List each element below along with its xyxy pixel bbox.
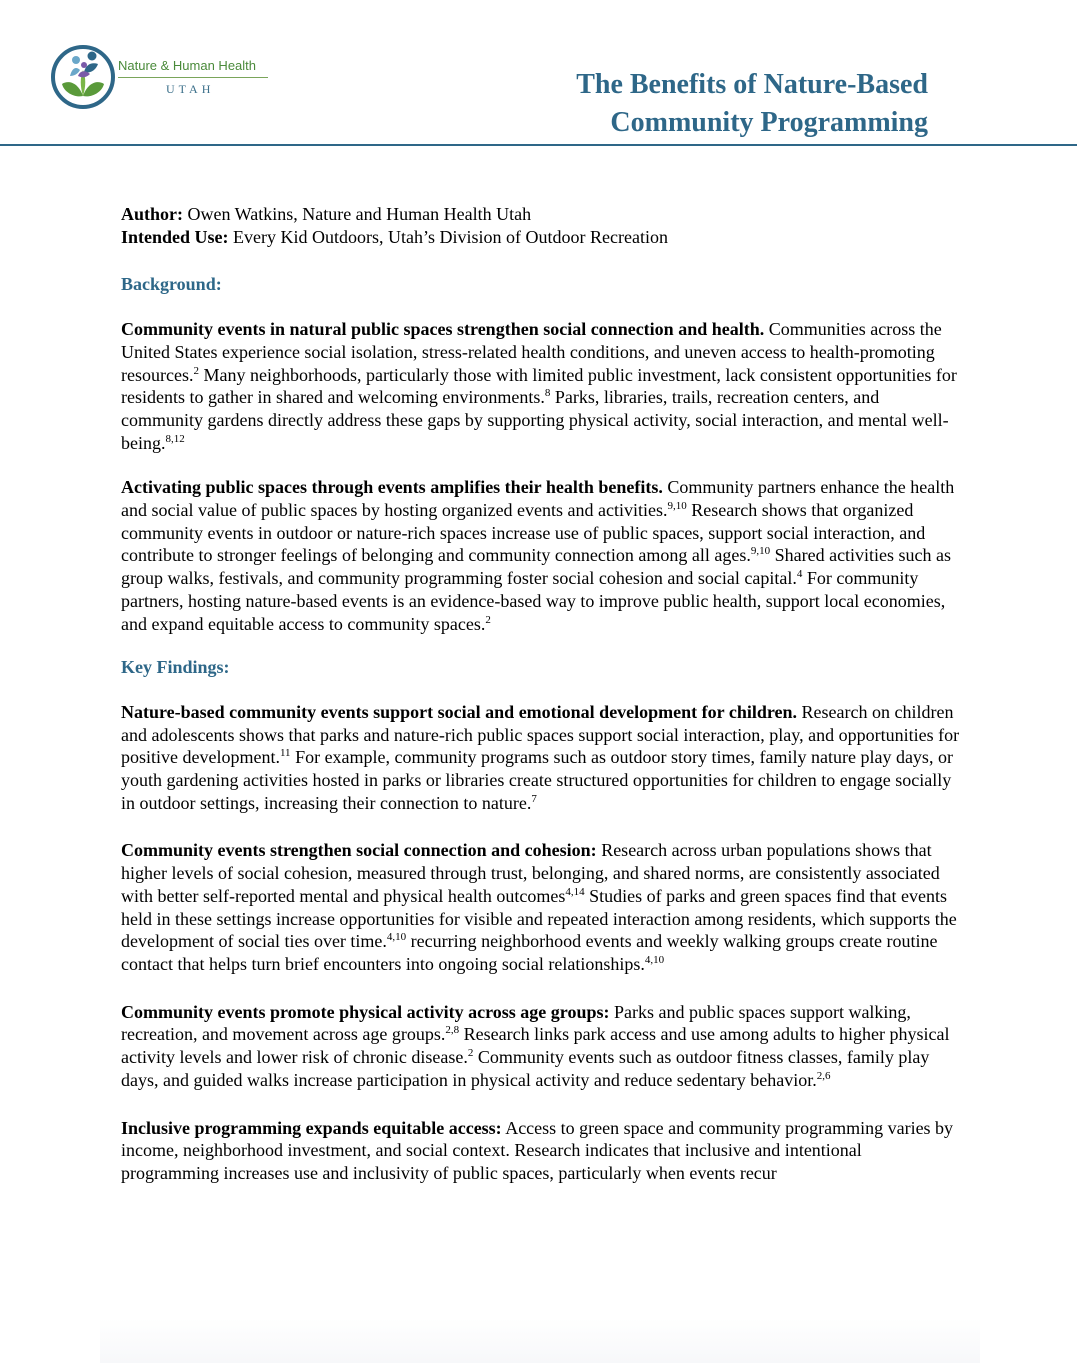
- findings-paragraph-4: [121, 1117, 961, 1185]
- citation: 7: [531, 792, 537, 805]
- paragraph-text: Access to green space and community programming varies by income, neighborhood investment, and social context. Research indicates that inclusive and intentional programming increases use and inclusivity of public spaces, particularly when events recur: [121, 1117, 954, 1183]
- intended-use-value: Every Kid Outdoors, Utah’s Division of Outdoor Recreation: [228, 226, 668, 247]
- paragraph-text: Community partners enhance the health and social value of public spaces by hosting organized events and activities.: [121, 477, 955, 521]
- paragraph-lead: Inclusive programming expands equitable access:: [121, 1117, 502, 1138]
- paragraph-lead: Community events in natural public spaces strengthen social connection and health.: [121, 319, 765, 340]
- title-line-2: Community Programming: [610, 107, 928, 138]
- paragraph-text: Communities across the United States experience social isolation, stress-related health conditions, and uneven access to health-promoting resources.: [121, 319, 942, 385]
- author-line: [121, 203, 961, 226]
- logo: [50, 40, 280, 115]
- citation: 4,10: [386, 931, 407, 944]
- paragraph-text: Parks, libraries, trails, recreation centers, and community gardens directly address these gaps by supporting physical activity, social interaction, and mental well-being.: [121, 387, 949, 453]
- page-header: [0, 0, 1077, 146]
- background-paragraph-2: [121, 476, 961, 635]
- paragraph-text: For community partners, hosting nature-based events is an evidence-based way to improve public health, support local economies, and expand equitable access to community spaces.: [121, 568, 946, 634]
- paragraph-text: Many neighborhoods, particularly those with limited public investment, lack consistent opportunities for residents to gather in shared and welcoming environments.: [121, 364, 957, 408]
- paragraph-text: Studies of parks and green spaces find that events held in these settings increase opportunities for visible and repeated interaction among residents, which supports the development of social ties over time.: [121, 885, 957, 952]
- paragraph-lead: Nature-based community events support social and emotional development for children.: [121, 701, 798, 722]
- intended-use-label: Intended Use:: [121, 226, 229, 247]
- paragraph-text: Research shows that organized community events in outdoor or nature-rich spaces increase use of public spaces, support social interaction, and contribute to stronger feelings of belonging and community connection among all ages.: [121, 500, 926, 566]
- paragraph-text: Research links park access and use among adults to higher physical activity levels and lower risk of chronic disease.: [121, 1024, 950, 1068]
- intended-use-line: [121, 226, 961, 249]
- findings-paragraph-3: [121, 1001, 961, 1092]
- findings-paragraph-2: [121, 839, 961, 975]
- logo-name: Nature & Human Health: [118, 58, 257, 73]
- document-body: [121, 203, 961, 1185]
- paragraph-text: For example, community programs such as outdoor story times, family nature play days, or youth gardening activities hosted in parks or libraries create structured opportunities for children to engage socially in outdoor settings, increasing their connection to nature.: [121, 747, 953, 813]
- logo-subtitle: UTAH: [166, 82, 215, 96]
- logo-emblem-icon: [50, 40, 116, 114]
- title-line-1: The Benefits of Nature-Based: [576, 69, 928, 100]
- citation: 8: [544, 387, 551, 400]
- citation: 9,10: [667, 500, 687, 513]
- page-footer-shadow: [100, 1318, 980, 1363]
- paragraph-text: recurring neighborhood events and weekly walking groups create routine contact that helps turn brief encounters into ongoing social relationships.: [121, 931, 938, 974]
- page-title: [576, 66, 928, 142]
- paragraph-text: Research across urban populations shows that higher levels of social cohesion, measured through trust, belonging, and shared norms, are consistently associated with better self-reported mental and physical health outcomes: [121, 840, 940, 906]
- paragraph-text: Research on children and adolescents shows that parks and nature-rich public spaces support social interaction, play, and opportunities for positive development.: [121, 701, 960, 768]
- document-meta: [121, 203, 961, 248]
- citation: 8,12: [165, 432, 185, 445]
- paragraph-text: Parks and public spaces support walking, recreation, and movement across age groups.: [121, 1001, 911, 1045]
- citation: 4,10: [644, 953, 665, 966]
- header-divider: [0, 144, 1077, 146]
- citation: 4,14: [565, 885, 585, 898]
- background-heading: Background:: [121, 274, 222, 295]
- findings-paragraph-1: [121, 701, 961, 815]
- citation: 2,6: [816, 1069, 831, 1082]
- citation: 2,8: [445, 1024, 460, 1037]
- paragraph-lead: Community events promote physical activity across age groups:: [121, 1001, 610, 1022]
- paragraph-lead: Activating public spaces through events amplifies their health benefits.: [121, 477, 663, 498]
- citation: 2: [193, 364, 199, 377]
- citation: 2: [485, 613, 491, 626]
- citation: 4: [796, 568, 803, 581]
- citation: 11: [279, 747, 291, 760]
- author-value: Owen Watkins, Nature and Human Health Utah: [183, 204, 532, 224]
- author-label: Author:: [121, 204, 183, 224]
- citation: 9,10: [750, 545, 771, 558]
- paragraph-lead: Community events strengthen social connection and cohesion:: [121, 840, 597, 861]
- key-findings-heading: Key Findings:: [121, 657, 230, 678]
- paragraph-text: Shared activities such as group walks, festivals, and community programming foster social cohesion and social capital.: [121, 545, 952, 589]
- citation: 2: [467, 1047, 474, 1060]
- background-paragraph-1: [121, 318, 961, 454]
- logo-divider: [118, 77, 268, 78]
- paragraph-text: Community events such as outdoor fitness classes, family play days, and guided walks increase participation in physical activity and reduce sedentary behavior.: [121, 1047, 930, 1090]
